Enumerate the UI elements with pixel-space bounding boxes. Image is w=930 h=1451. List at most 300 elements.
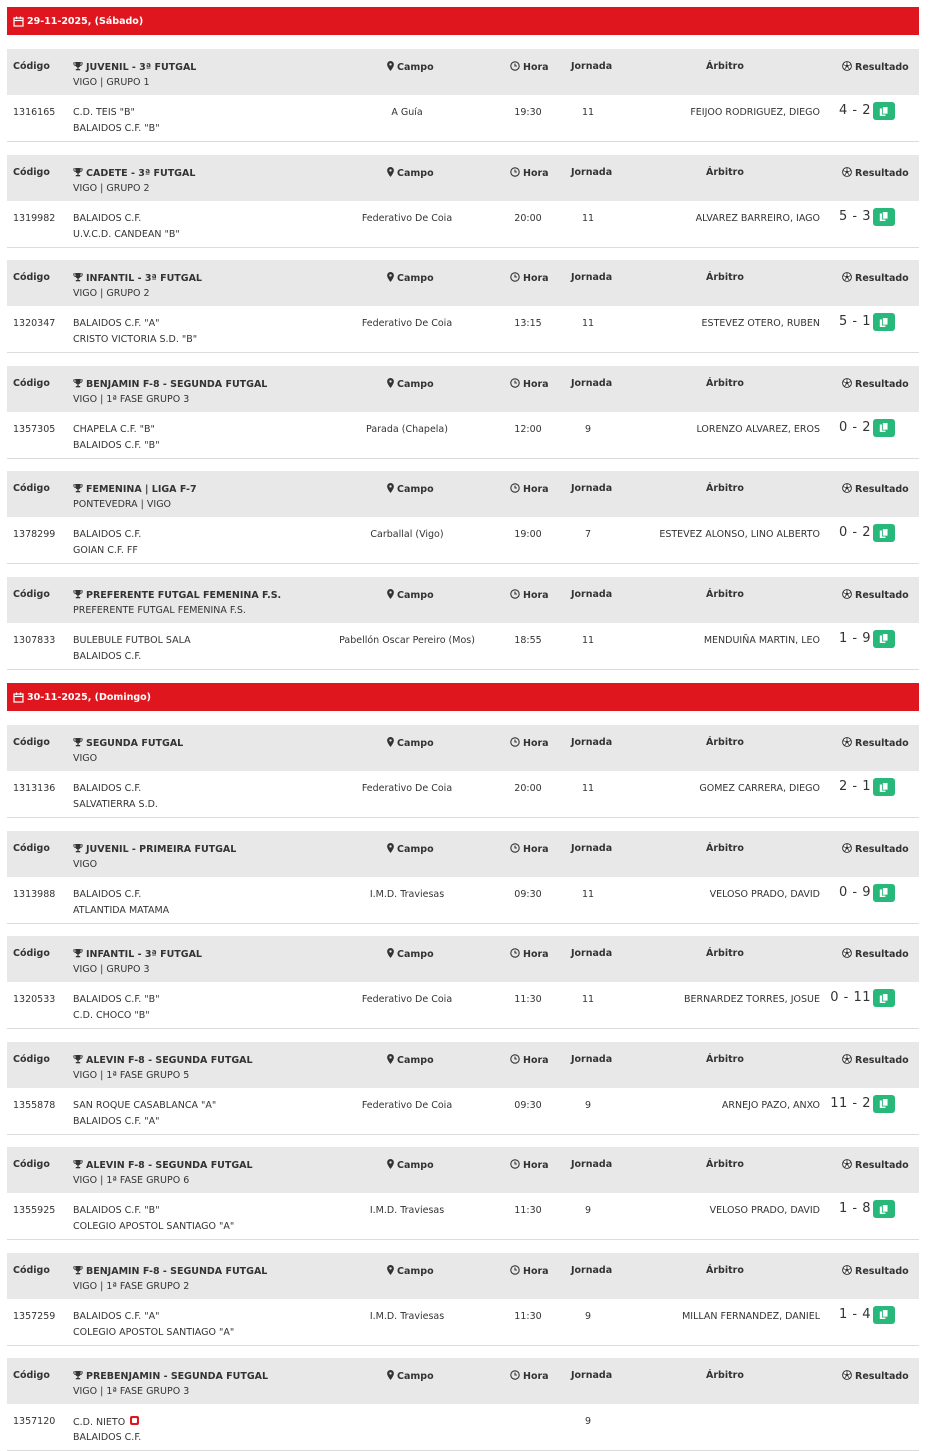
home-team[interactable] [73,994,160,1005]
home-team[interactable] [73,889,141,900]
header-resultado [842,272,909,285]
header-campo-label: Campo [397,738,434,749]
map-marker-icon [387,843,394,856]
map-marker-icon [387,1265,394,1278]
home-team[interactable] [73,213,141,224]
header-resultado [842,167,909,180]
copy-icon[interactable] [873,102,895,120]
match-score: 4 - 2 [839,103,871,118]
header-hora [510,948,549,961]
header-resultado [842,589,909,602]
away-team[interactable]: SALVATIERRA S.D. [73,799,158,810]
header-campo-label: Campo [397,167,434,179]
header-hora-label: Hora [523,1371,549,1382]
copy-icon[interactable] [873,524,895,542]
header-resultado [842,483,909,496]
match-campo: Federativo De Coia [361,318,453,329]
copy-icon[interactable] [873,1200,895,1218]
competition-name [73,589,281,602]
away-team[interactable]: GOIAN C.F. FF [73,545,138,556]
header-code: Código [13,1053,50,1065]
competition-label: FEMENINA | LIGA F-7 [86,484,197,495]
header-hora [510,272,549,285]
away-team[interactable]: CRISTO VICTORIA S.D. "B" [73,334,198,345]
match-code: 1355878 [13,1099,56,1111]
header-resultado-label: Resultado [855,589,909,601]
match-hora: 19:00 [514,529,542,540]
header-code: Código [13,588,50,600]
competition-name [73,378,267,391]
competition-name [73,272,202,285]
match-score: 5 - 1 [839,314,871,329]
match-hora: 13:15 [514,318,542,329]
competition-name [73,737,183,750]
home-team[interactable] [73,1416,139,1428]
match-score: 0 - 9 [839,884,871,900]
match-card [7,366,919,458]
home-team[interactable] [73,1311,160,1322]
header-arbitro: Árbitro [706,61,744,72]
copy-icon[interactable] [873,989,895,1007]
competition-group: VIGO | 1ª FASE GRUPO 5 [73,1069,190,1081]
match-arbitro: ALVAREZ BARREIRO, IAGO [695,212,820,224]
match-jornada: 11 [581,318,595,329]
calendar-icon [13,16,24,27]
match-jornada: 11 [581,888,595,900]
match-header [7,366,919,412]
competition-label: PREBENJAMIN - SEGUNDA FUTGAL [86,1371,269,1382]
competition-group: VIGO | 1ª FASE GRUPO 6 [73,1175,190,1186]
home-team-label: BALAIDOS C.F. [73,888,142,900]
header-arbitro: Árbitro [706,1053,744,1065]
soccer-ball-icon [842,843,852,856]
match-campo: Federativo De Coia [361,783,453,794]
header-arbitro: Árbitro [706,842,744,854]
match-card [7,260,919,352]
home-team[interactable] [73,318,160,329]
clock-icon [510,737,520,750]
header-campo [387,1054,434,1067]
match-jornada: 9 [584,1205,592,1216]
away-team[interactable]: COLEGIO APOSTOL SANTIAGO "A" [73,1221,235,1232]
match-header [7,1147,919,1193]
header-hora [510,483,549,496]
map-marker-icon [387,589,394,602]
header-resultado-label: Resultado [855,62,909,73]
match-arbitro: FEIJOO RODRIGUEZ, DIEGO [690,107,820,118]
away-team[interactable]: BALAIDOS C.F. "B" [73,439,160,451]
home-team-label: SAN ROQUE CASABLANCA "A" [73,1099,217,1111]
away-team[interactable]: BALAIDOS C.F. "A" [73,1115,160,1127]
match-header [7,577,919,623]
header-resultado [842,1054,909,1067]
clock-icon [510,378,520,391]
match-campo: Federativo De Coia [361,1099,453,1111]
header-hora-label: Hora [523,843,549,855]
home-team[interactable] [73,1205,160,1216]
competition-group: PREFERENTE FUTGAL FEMENINA F.S. [73,604,246,616]
header-hora [510,1265,549,1278]
match-arbitro: GOMEZ CARRERA, DIEGO [699,783,820,794]
match-header [7,49,919,95]
match-code: 1357259 [13,1310,56,1322]
header-arbitro: Árbitro [706,948,744,959]
map-marker-icon [387,378,394,391]
header-hora-label: Hora [523,589,549,601]
clock-icon [510,948,520,961]
header-campo-label: Campo [397,378,434,390]
match-campo: I.M.D. Traviesas [369,888,445,900]
match-jornada: 9 [584,1416,592,1427]
soccer-ball-icon [842,1265,852,1278]
match-card [7,49,919,141]
trophy-icon [73,737,83,750]
map-marker-icon [387,61,394,74]
header-campo [387,272,434,285]
header-hora [510,1054,549,1067]
clock-icon [510,1370,520,1383]
map-marker-icon [387,1159,394,1172]
header-hora [510,378,549,391]
header-jornada: Jornada [571,272,613,283]
clock-icon [510,167,520,180]
clock-icon [510,61,520,74]
match-code: 1357305 [13,423,56,435]
clock-icon [510,483,520,496]
header-jornada: Jornada [571,483,613,494]
home-team-label: BALAIDOS C.F. "A" [73,318,160,329]
match-hora: 20:00 [514,212,542,224]
header-resultado [842,1159,909,1172]
away-team[interactable]: U.V.C.D. CANDEAN "B" [73,228,180,240]
header-arbitro: Árbitro [706,1264,744,1276]
match-hora: 09:30 [514,888,542,900]
header-hora-label: Hora [523,167,549,179]
header-jornada: Jornada [571,1370,613,1381]
header-resultado-label: Resultado [855,378,909,390]
header-resultado-label: Resultado [855,484,909,495]
competition-label: PREFERENTE FUTGAL FEMENINA F.S. [86,589,282,601]
header-arbitro: Árbitro [706,272,744,283]
soccer-ball-icon [842,737,852,750]
match-header [7,831,919,877]
soccer-ball-icon [842,483,852,496]
match-card [7,725,919,817]
home-team[interactable] [73,424,155,435]
copy-icon[interactable] [873,1095,895,1113]
soccer-ball-icon [842,61,852,74]
match-jornada: 11 [581,994,595,1005]
soccer-ball-icon [842,1370,852,1383]
soccer-ball-icon [842,272,852,285]
match-card [7,577,919,669]
trophy-icon [73,167,83,180]
header-campo [387,843,434,856]
header-resultado-label: Resultado [855,738,909,749]
header-hora [510,167,549,180]
map-marker-icon [387,272,394,285]
match-campo: Parada (Chapela) [366,423,448,435]
header-code: Código [13,272,50,283]
header-jornada: Jornada [571,948,613,959]
clock-icon [510,272,520,285]
competition-name [73,1159,253,1172]
match-campo: Federativo De Coia [361,994,453,1005]
day-header [7,7,919,35]
match-arbitro: VELOSO PRADO, DAVID [709,888,820,900]
home-team-label: BALAIDOS C.F. [73,529,142,540]
match-row [7,412,919,459]
match-code: 1320347 [13,318,56,329]
day-header [7,683,919,711]
header-campo-label: Campo [397,62,434,73]
competition-group: VIGO | 1ª FASE GRUPO 3 [73,393,190,405]
home-team-label: BALAIDOS C.F. [73,783,142,794]
match-arbitro: ESTEVEZ ALONSO, LINO ALBERTO [659,529,820,540]
day-date: 29-11-2025, (Sábado) [27,15,144,27]
header-resultado [842,1265,909,1278]
home-team-label: BALAIDOS C.F. [73,212,142,224]
match-header [7,1042,919,1088]
header-campo [387,1159,434,1172]
header-campo-label: Campo [397,949,434,960]
away-team[interactable]: COLEGIO APOSTOL SANTIAGO "A" [73,1326,235,1338]
header-jornada: Jornada [571,1159,613,1170]
copy-icon[interactable] [873,778,895,796]
match-header [7,1358,919,1404]
match-code: 1307833 [13,634,56,646]
match-row [7,95,919,142]
match-campo: A Guía [391,107,423,118]
soccer-ball-icon [842,948,852,961]
match-arbitro: ESTEVEZ OTERO, RUBEN [701,318,820,329]
competition-label: CADETE - 3ª FUTGAL [86,167,196,179]
clock-icon [510,843,520,856]
clock-icon [510,589,520,602]
copy-icon[interactable] [873,630,895,648]
match-jornada: 9 [584,423,592,435]
competition-name [73,167,195,180]
copy-icon[interactable] [873,884,895,902]
header-code: Código [13,737,50,748]
header-resultado [842,737,909,750]
away-team[interactable]: BALAIDOS C.F. [73,650,142,662]
trophy-icon [73,589,83,602]
header-campo [387,1370,434,1383]
header-hora [510,1370,549,1383]
match-score: 0 - 2 [839,419,871,435]
match-jornada: 11 [581,783,595,794]
calendar-icon [13,692,24,703]
competition-name [73,483,197,496]
competition-name [73,1265,267,1278]
competition-group: VIGO | GRUPO 1 [73,77,150,88]
header-campo-label: Campo [397,1371,434,1382]
header-hora-label: Hora [523,62,549,73]
match-campo: Carballal (Vigo) [370,529,444,540]
header-jornada: Jornada [571,842,613,854]
home-team[interactable] [73,107,135,118]
home-team-label: BALAIDOS C.F. "A" [73,1310,160,1322]
competition-label: BENJAMIN F-8 - SEGUNDA FUTGAL [86,1265,268,1277]
away-team[interactable]: BALAIDOS C.F. [73,1432,142,1443]
header-code: Código [13,483,50,494]
match-arbitro: VELOSO PRADO, DAVID [709,1205,820,1216]
competition-group: VIGO | 1ª FASE GRUPO 2 [73,1280,190,1292]
home-team[interactable] [73,783,141,794]
match-row [7,771,919,818]
match-code: 1313988 [13,888,56,900]
competition-group: VIGO | GRUPO 3 [73,964,150,975]
match-card [7,831,919,923]
match-row [7,517,919,564]
match-card [7,1042,919,1134]
header-arbitro: Árbitro [706,483,744,494]
competition-label: JUVENIL - PRIMEIRA FUTGAL [86,843,237,855]
match-row [7,982,919,1029]
match-hora: 12:00 [514,423,542,435]
match-arbitro: LORENZO ALVAREZ, EROS [696,423,820,435]
match-hora: 09:30 [514,1099,542,1111]
soccer-ball-icon [842,1159,852,1172]
trophy-icon [73,483,83,496]
match-hora: 18:55 [514,634,542,646]
competition-group: VIGO [73,753,98,764]
map-marker-icon [387,1054,394,1067]
trophy-icon [73,1370,83,1383]
trophy-icon [73,61,83,74]
header-campo-label: Campo [397,1265,434,1277]
copy-icon[interactable] [873,1306,895,1324]
match-score: 5 - 3 [839,208,871,224]
copy-icon[interactable] [873,313,895,331]
match-hora: 19:30 [514,107,542,118]
competition-name [73,843,236,856]
header-resultado [842,378,909,391]
header-resultado-label: Resultado [855,949,909,960]
trophy-icon [73,948,83,961]
header-arbitro: Árbitro [706,588,744,600]
header-arbitro: Árbitro [706,1370,744,1381]
match-header [7,936,919,982]
header-campo [387,589,434,602]
match-hora: 11:30 [514,1310,542,1322]
match-score: 0 - 2 [839,525,871,540]
home-team-label: BULEBULE FUTBOL SALA [73,634,191,646]
copy-icon[interactable] [873,208,895,226]
match-score: 2 - 1 [839,779,871,794]
match-code: 1320533 [13,994,56,1005]
match-campo: Federativo De Coia [361,212,453,224]
match-arbitro: MILLAN FERNANDEZ, DANIEL [682,1310,820,1322]
match-hora: 20:00 [514,783,542,794]
competition-group: PONTEVEDRA | VIGO [73,499,172,510]
home-team[interactable] [73,529,141,540]
match-row [7,306,919,353]
home-team-label: BALAIDOS C.F. "B" [73,1205,160,1216]
match-score: 1 - 9 [839,630,871,646]
trophy-icon [73,378,83,391]
header-hora [510,737,549,750]
match-jornada: 9 [584,1099,592,1111]
match-jornada: 11 [581,107,595,118]
clock-icon [510,1054,520,1067]
match-row [7,877,919,924]
competition-label: INFANTIL - 3ª FUTGAL [86,949,202,960]
competition-group: VIGO | 1ª FASE GRUPO 3 [73,1386,190,1397]
header-resultado [842,1370,909,1383]
header-hora [510,589,549,602]
competition-label: JUVENIL - 3ª FUTGAL [86,62,197,73]
home-team[interactable] [73,635,191,646]
header-campo [387,378,434,391]
header-hora-label: Hora [523,378,549,390]
header-campo-label: Campo [397,843,434,855]
header-campo [387,737,434,750]
match-arbitro: MENDUIÑA MARTIN, LEO [703,634,820,646]
home-team-label: C.D. TEIS "B" [73,107,135,118]
alert-badge-icon [130,1416,139,1425]
match-header [7,260,919,306]
match-header [7,471,919,517]
copy-icon[interactable] [873,419,895,437]
header-jornada: Jornada [571,737,613,748]
competition-label: BENJAMIN F-8 - SEGUNDA FUTGAL [86,378,268,390]
soccer-ball-icon [842,589,852,602]
away-team[interactable]: ATLANTIDA MATAMA [73,904,170,916]
away-team[interactable]: C.D. CHOCO "B" [73,1010,150,1021]
header-arbitro: Árbitro [706,166,744,178]
header-resultado-label: Resultado [855,1054,909,1066]
match-card [7,936,919,1028]
soccer-ball-icon [842,378,852,391]
map-marker-icon [387,737,394,750]
competition-group: VIGO [73,858,98,870]
header-resultado-label: Resultado [855,273,909,284]
match-row [7,1299,919,1346]
trophy-icon [73,272,83,285]
map-marker-icon [387,483,394,496]
header-resultado [842,61,909,74]
competition-label: INFANTIL - 3ª FUTGAL [86,273,202,284]
clock-icon [510,1265,520,1278]
home-team[interactable] [73,1100,216,1111]
match-header [7,155,919,201]
competition-group: VIGO | GRUPO 2 [73,182,150,194]
header-hora [510,843,549,856]
match-row [7,1193,919,1240]
away-team[interactable]: BALAIDOS C.F. "B" [73,123,160,134]
header-code: Código [13,948,50,959]
header-hora-label: Hora [523,738,549,749]
header-code: Código [13,842,50,854]
home-team-label: CHAPELA C.F. "B" [73,423,155,435]
map-marker-icon [387,167,394,180]
match-arbitro: BERNARDEZ TORRES, JOSUE [684,994,820,1005]
match-code: 1378299 [13,529,56,540]
soccer-ball-icon [842,167,852,180]
match-card [7,1253,919,1345]
match-code: 1355925 [13,1205,56,1216]
header-code: Código [13,61,50,72]
match-jornada: 11 [581,212,595,224]
match-code: 1319982 [13,212,56,224]
trophy-icon [73,1265,83,1278]
match-card [7,155,919,247]
match-jornada: 9 [584,1310,592,1322]
match-hora: 11:30 [514,994,542,1005]
match-jornada: 11 [581,634,595,646]
